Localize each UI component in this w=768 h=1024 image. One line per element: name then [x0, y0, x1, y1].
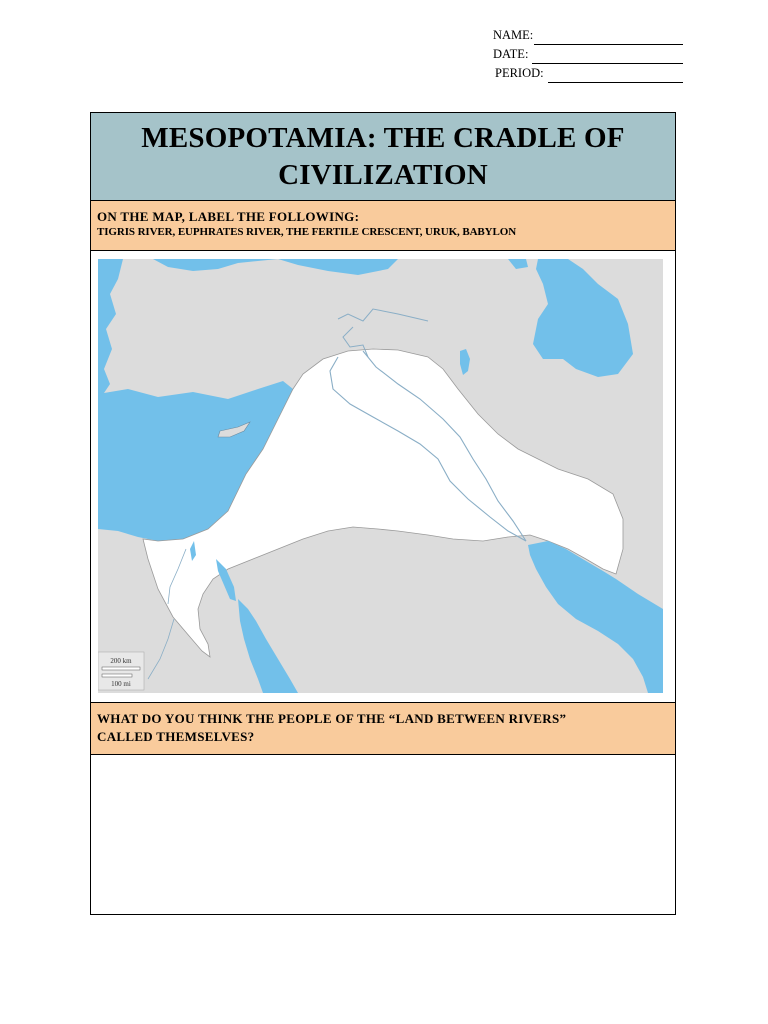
name-label: NAME: [493, 28, 534, 42]
title-band [91, 113, 675, 201]
worksheet [90, 112, 676, 915]
fertile-crescent-map[interactable] [98, 259, 663, 693]
question-line-1: WHAT DO YOU THINK THE PEOPLE OF THE “LAND BETWEEN RIVERS” [97, 711, 567, 726]
period-label: PERIOD: [495, 66, 544, 80]
instructions-heading: ON THE MAP, LABEL THE FOLLOWING: [97, 209, 360, 224]
scale-mi-label: 100 mi [111, 680, 131, 688]
date-blank-line[interactable] [532, 52, 683, 64]
question-line-2: CALLED THEMSELVES? [97, 729, 255, 744]
date-label: DATE: [493, 47, 529, 61]
worksheet-title [141, 120, 624, 194]
period-field[interactable] [493, 64, 683, 83]
question-band [91, 703, 675, 755]
date-field[interactable] [493, 45, 683, 64]
period-blank-line[interactable] [548, 71, 683, 83]
answer-area[interactable] [91, 755, 675, 914]
scale-km-bar [102, 667, 140, 670]
title-line-1: MESOPOTAMIA: THE CRADLE OF [141, 121, 625, 154]
map-area [91, 251, 675, 703]
name-blank-line[interactable] [534, 33, 683, 45]
scale-mi-bar [102, 674, 132, 677]
student-info-fields [493, 26, 683, 83]
title-line-2: CIVILIZATION [278, 158, 488, 191]
name-field[interactable] [493, 26, 683, 45]
scale-km-label: 200 km [110, 657, 132, 665]
map-scale [98, 652, 144, 690]
instructions-band [91, 201, 675, 251]
instructions-items: TIGRIS RIVER, EUPHRATES RIVER, THE FERTILE CRESCENT, URUK, BABYLON [97, 226, 517, 238]
